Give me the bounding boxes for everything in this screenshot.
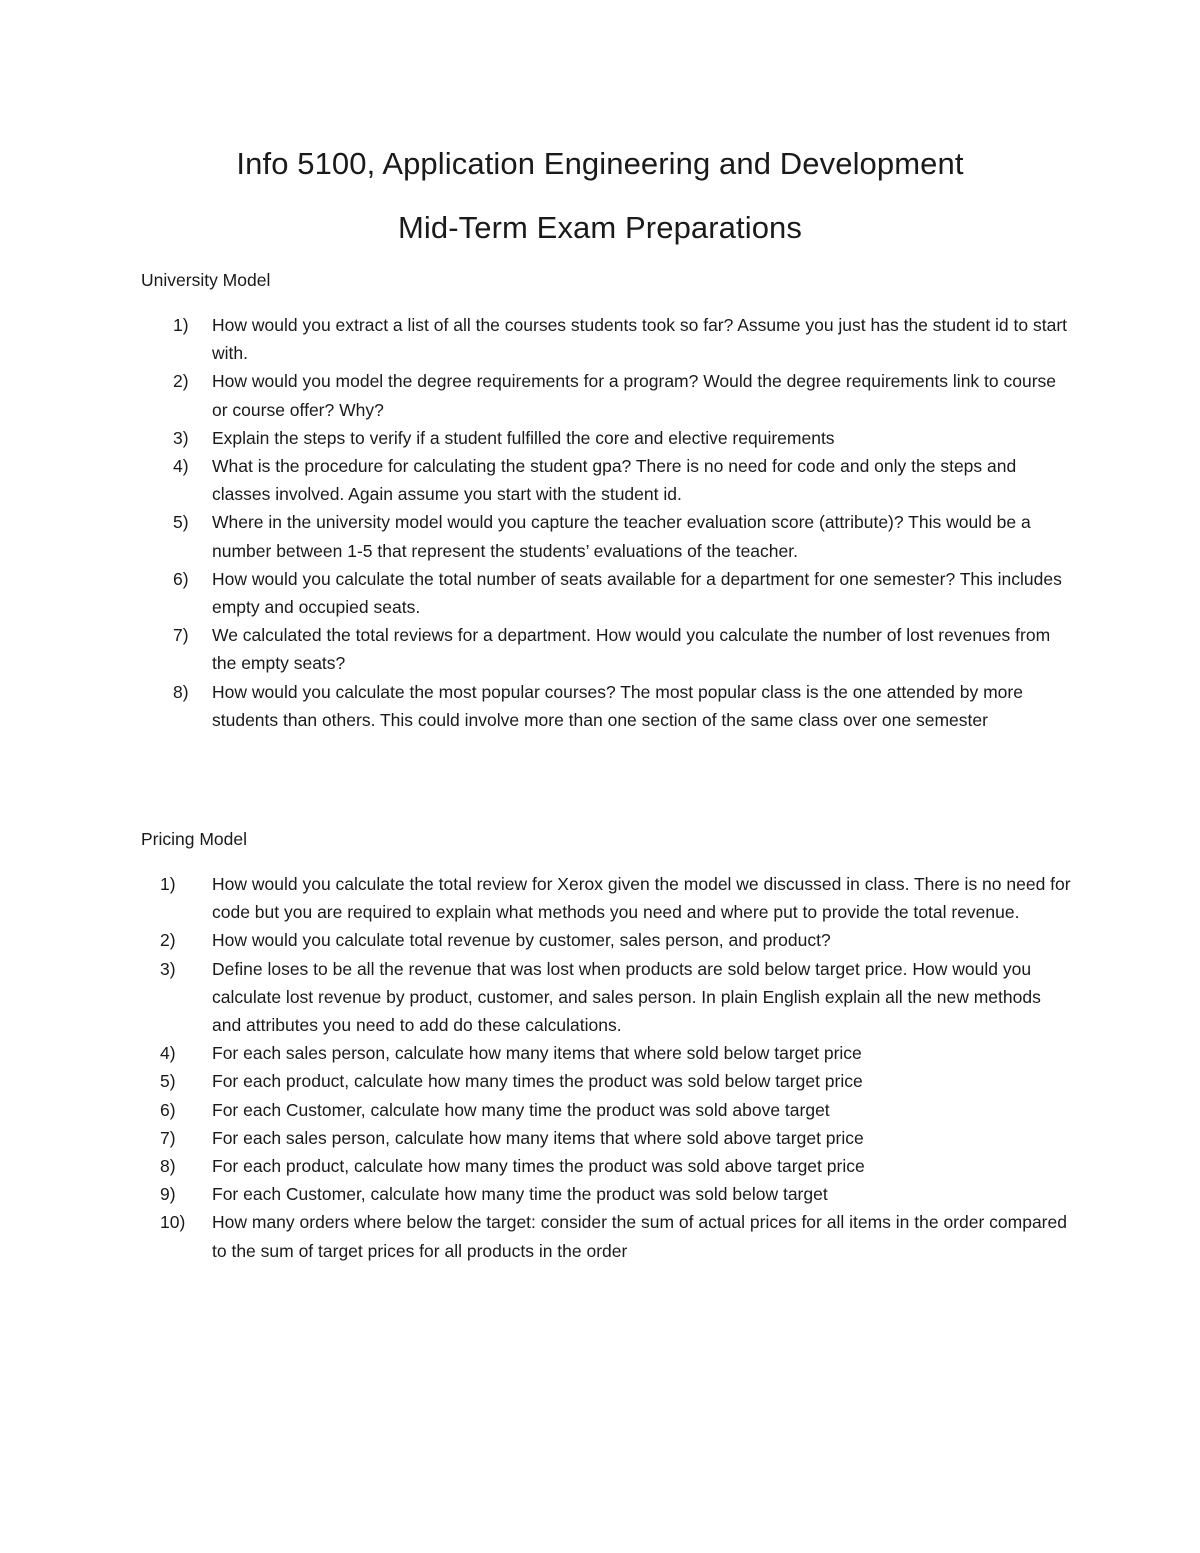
list-item [141, 1067, 1071, 1095]
list-item [141, 1180, 1071, 1208]
item-number: 8) [173, 681, 189, 702]
item-number: 3) [160, 958, 176, 979]
item-text: For each sales person, calculate how many items that where sold above target price [212, 1127, 864, 1148]
item-text: Explain the steps to verify if a student fulfilled the core and elective requirements [212, 427, 835, 448]
item-number: 10) [160, 1212, 186, 1233]
list-item [141, 1039, 1071, 1067]
item-number: 1) [160, 874, 176, 894]
item-number: 2) [173, 371, 189, 392]
item-text: How many orders where below the target: consider the sum of actual prices for all items in the order compared to the sum of target prices for all products in the order [212, 1212, 1067, 1261]
section-heading-pricing-model: Pricing Model [141, 829, 248, 849]
item-number: 6) [173, 568, 189, 589]
item-number: 7) [160, 1127, 176, 1148]
list-item [141, 926, 1071, 954]
document-subtitle: Mid-Term Exam Preparations [398, 210, 802, 245]
item-number: 5) [160, 1071, 176, 1092]
item-text: How would you calculate the total number of seats available for a department for one semester? This includes empty and occupied seats. [212, 568, 1062, 618]
item-number: 6) [160, 1099, 176, 1120]
item-number: 7) [173, 625, 189, 646]
list-item [141, 1096, 1071, 1124]
item-text: What is the procedure for calculating the student gpa? There is no need for code and only the steps and classes involved. Again assume you start with the student id. [212, 456, 1017, 505]
section-heading-university-model: University Model [141, 270, 271, 290]
university-model-question-list [141, 311, 1071, 734]
list-item [141, 424, 1071, 452]
item-text: For each product, calculate how many times the product was sold above target price [212, 1156, 865, 1177]
list-item [141, 955, 1071, 1040]
list-item [141, 678, 1071, 734]
item-text: How would you calculate the most popular courses? The most popular class is the one attended by more students than others. This could involve more than one section of the same class over one semester [212, 681, 1023, 730]
list-item [141, 367, 1071, 423]
item-number: 5) [173, 512, 189, 533]
list-item [141, 1208, 1071, 1264]
item-text: How would you calculate total revenue by customer, sales person, and product? [212, 930, 831, 951]
item-text: For each sales person, calculate how many items that where sold below target price [212, 1043, 862, 1064]
item-text: We calculated the total reviews for a department. How would you calculate the number of lost revenues from the empty seats? [212, 625, 1051, 674]
item-text: How would you model the degree requirements for a program? Would the degree requirements link to course or course offer? Why? [212, 371, 1057, 420]
list-item [141, 1152, 1071, 1180]
list-item [141, 565, 1071, 621]
list-item [141, 621, 1071, 677]
list-item [141, 870, 1071, 926]
item-text: For each product, calculate how many times the product was sold below target price [212, 1071, 863, 1092]
item-text: For each Customer, calculate how many time the product was sold above target [212, 1099, 830, 1120]
list-item [141, 311, 1071, 367]
item-text: How would you calculate the total review for Xerox given the model we discussed in class. There is no need for code but you are required to explain what methods you need and where put to provide the total revenue. [212, 874, 1071, 923]
item-number: 9) [160, 1184, 176, 1205]
item-text: Define loses to be all the revenue that was lost when products are sold below target price. How would you calculate lost revenue by product, customer, and sales person. In plain English explain all the new methods and attributes you need to add do these calculations. [212, 958, 1041, 1036]
item-text: How would you extract a list of all the courses students took so far? Assume you just has the student id to start with. [212, 315, 1068, 364]
document-title: Info 5100, Application Engineering and Development [236, 146, 964, 181]
item-number: 8) [160, 1156, 176, 1177]
item-number: 1) [173, 315, 189, 335]
item-number: 4) [160, 1043, 176, 1064]
item-number: 4) [173, 456, 189, 477]
item-text: For each Customer, calculate how many time the product was sold below target [212, 1184, 828, 1205]
list-item [141, 508, 1071, 564]
list-item [141, 1124, 1071, 1152]
item-number: 3) [173, 427, 189, 448]
item-number: 2) [160, 930, 176, 951]
list-item [141, 452, 1071, 508]
item-text: Where in the university model would you capture the teacher evaluation score (attribute)? This would be a number between 1-5 that represent the students’ evaluations of the teacher. [212, 512, 1031, 561]
pricing-model-question-list [141, 870, 1071, 1265]
